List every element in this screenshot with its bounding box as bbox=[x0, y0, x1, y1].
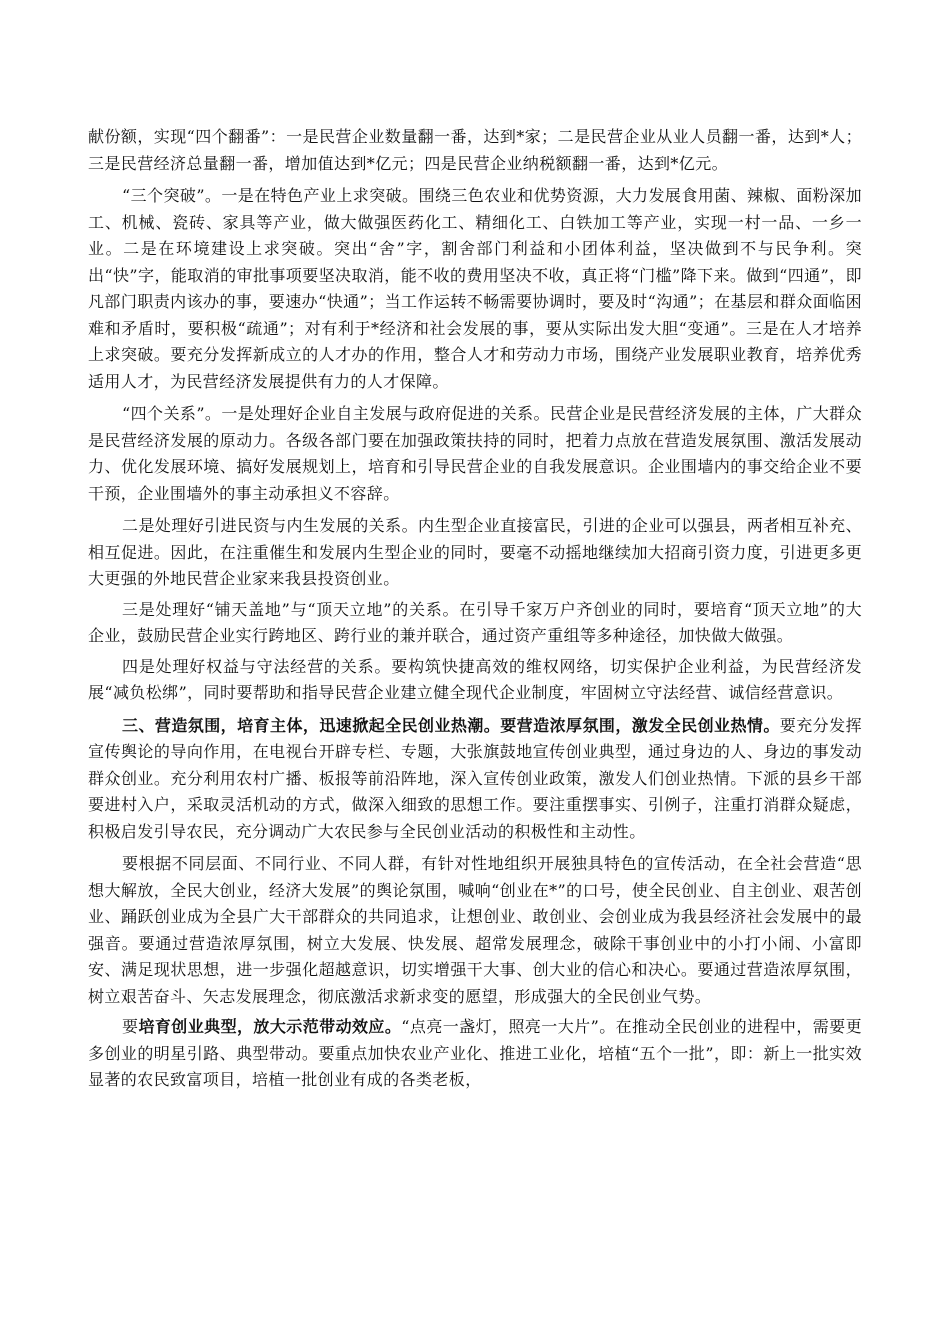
paragraph-cultivate-models bbox=[88, 1014, 862, 1094]
paragraph-publicity-activities bbox=[88, 851, 862, 1010]
paragraph-text: 四是处理好权益与守法经营的关系。要构筑快捷高效的维权网络，切实保护企业利益，为民营经济发展“减负松绑”，同时要帮助和指导民营企业建立健全现代企业制度，牢固树立守法经营、诚信经营意识。 bbox=[88, 656, 862, 702]
paragraph-text: “三个突破”。一是在特色产业上求突破。围绕三色农业和优势资源，大力发展食用菌、辣椒、面粉深加工、机械、瓷砖、家具等产业，做大做强医药化工、精细化工、白铁加工等产业，实现一村一品、一乡一业。二是在环境建设上求突破。突出“舍”字，割舍部门利益和小团体利益，坚决做到不与民争利。突出“快”字，能取消的审批事项要坚决取消，能不收的费用坚决不收，真正将“门槛”降下来。做到“四通”，即凡部门职责内该办的事，要速办“快通”；当工作运转不畅需要协调时，要及时“沟通”；在基层和群众面临困难和矛盾时，要积极“疏通”；对有利于*经济和社会发展的事，要从实际出发大胆“变通”。三是在人才培养上求突破。要充分发挥新成立的人才办的作用，整合人才和劳动力市场，围绕产业发展职业教育，培养优秀适用人才，为民营经济发展提供有力的人才保障。 bbox=[88, 186, 862, 391]
paragraph-text: 二是处理好引进民资与内生发展的关系。内生型企业直接富民，引进的企业可以强县，两者相互补充、相互促进。因此，在注重催生和发展内生型企业的同时，要毫不动摇地继续加大招商引资力度，引进更多更大更强的外地民营企业家来我县投资创业。 bbox=[88, 516, 862, 588]
paragraph-text: “点亮一盏灯，照亮一大片”。在推动全民创业的进程中，需要更多创业的明星引路、典型带动。要重点加快农业产业化、推进工业化，培植“五个一批”，即：新上一批实效显著的农民致富项目，培植一批创业有成的各类老板， bbox=[88, 1017, 862, 1089]
paragraph-relation-three bbox=[88, 597, 862, 650]
subheading-text: 培育创业典型，放大示范带动效应。 bbox=[138, 1017, 402, 1036]
paragraph-text: 三是处理好“铺天盖地”与“顶天立地”的关系。在引导千家万户齐创业的同时，要培育“顶天立地”的大企业，鼓励民营企业实行跨地区、跨行业的兼并联合，通过资产重组等多种途径，加快做大做强。 bbox=[88, 599, 862, 645]
section-heading: 三、营造氛围，培育主体，迅速掀起全民创业热潮。要营造浓厚氛围，激发全民创业热情。 bbox=[122, 715, 780, 735]
paragraph-text: 献份额，实现“四个翻番”：一是民营企业数量翻一番，达到*家；二是民营企业从业人员翻一番，达到*人；三是民营经济总量翻一番，增加值达到*亿元；四是民营企业纳税额翻一番，达到*亿元。 bbox=[88, 127, 862, 173]
paragraph-four-doublings bbox=[88, 124, 862, 177]
paragraph-text: 要充分发挥宣传舆论的导向作用，在电视台开辟专栏、专题，大张旗鼓地宣传创业典型，通过身边的人、身边的事发动群众创业。充分利用农村广播、板报等前沿阵地，深入宣传创业政策，激发人们创业热情。下派的县乡干部要进村入户，采取灵活机动的方式，做深入细致的思想工作。要注重摆事实、引例子，注重打消群众疑虑，积极启发引导农民，充分调动广大农民参与全民创业活动的积极性和主动性。 bbox=[88, 715, 862, 841]
paragraph-relation-two bbox=[88, 513, 862, 593]
paragraph-text: 要根据不同层面、不同行业、不同人群，有针对性地组织开展独具特色的宣传活动，在全社会营造“思想大解放，全民大创业，经济大发展”的舆论氛围，喊响“创业在*”的口号，使全民创业、自主创业、艰苦创业、踊跃创业成为全县广大干部群众的共同追求，让想创业、敢创业、会创业成为我县经济社会发展中的最强音。要通过营造浓厚氛围，树立大发展、快发展、超常发展理念，破除干事创业中的小打小闹、小富即安、满足现状思想，进一步强化超越意识，切实增强干大事、创大业的信心和决心。要通过营造浓厚氛围，树立艰苦奋斗、矢志发展理念，彻底激活求新求变的愿望，形成强大的全民创业气势。 bbox=[88, 854, 862, 1006]
paragraph-three-breakthroughs bbox=[88, 183, 862, 395]
paragraph-relation-four bbox=[88, 654, 862, 707]
paragraph-text: “四个关系”。一是处理好企业自主发展与政府促进的关系。民营企业是民营经济发展的主体，广大群众是民营经济发展的原动力。各级各部门要在加强政策扶持的同时，把着力点放在营造发展氛围、激活发展动力、优化发展环境、搞好发展规划上，培育和引导民营企业的自我发展意识。企业围墙内的事交给企业不要干预，企业围墙外的事主动承担义不容辞。 bbox=[88, 404, 862, 503]
paragraph-text: 要 bbox=[122, 1017, 139, 1036]
section-three-paragraph bbox=[88, 713, 862, 846]
paragraph-four-relations bbox=[88, 401, 862, 507]
